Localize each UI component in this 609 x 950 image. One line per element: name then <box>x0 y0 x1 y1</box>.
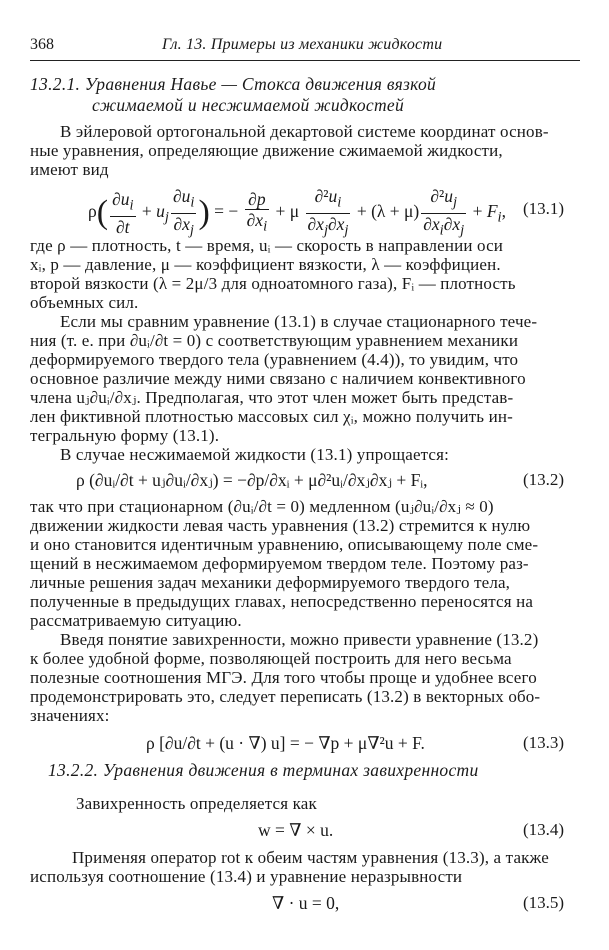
text-line: лен фиктивной плотностью массовых сил χᵢ, можно получить ин- <box>30 407 513 426</box>
equation-13-2: ρ (∂uᵢ/∂t + uⱼ∂uᵢ/∂xⱼ) = −∂p/∂xᵢ + μ∂²uᵢ/∂xⱼ∂xⱼ + Fᵢ, <box>76 470 428 490</box>
text-line: деформируемого твердого тела (уравнением (4.4)), то увидим, что <box>30 350 519 369</box>
equation-13-5: ∇ · u = 0, <box>272 893 340 913</box>
running-header <box>30 36 578 58</box>
header-rule <box>30 60 580 61</box>
text-line: где ρ — плотность, t — время, uᵢ — скорость в направлении оси <box>30 236 504 255</box>
equation-number: (13.3) <box>523 733 565 752</box>
section-heading-13-2-1 <box>30 74 436 116</box>
text-line: второй вязкости (λ = 2μ/3 для одноатомного газа), Fᵢ — плотность <box>30 274 516 293</box>
section-heading-13-2-2: 13.2.2. Уравнения движения в терминах завихренности <box>48 760 479 780</box>
equation-13-3: ρ [∂u/∂t + (u · ∇) u] = − ∇p + μ∇²u + F. <box>146 733 425 753</box>
text-line: личные решения задач механики деформируемого твердого тела, <box>30 573 511 592</box>
text-line: ния (т. е. при ∂uᵢ/∂t = 0) с соответствующим уравнением механики <box>30 331 519 350</box>
equation-13-4: w = ∇ × u. <box>258 820 334 840</box>
text-line: используя соотношение (13.4) и уравнение неразрывности <box>30 867 463 886</box>
text-line: движении жидкости левая часть уравнения (13.2) стремится к нулю <box>30 516 531 535</box>
text-line: щений в несжимаемом деформируемом твердом теле. Поэтому раз- <box>30 554 529 573</box>
section-title-line: 13.2.1. Уравнения Навье — Стокса движения вязкой <box>30 74 437 94</box>
text-line: В случае несжимаемой жидкости (13.1) упрощается: <box>60 445 449 464</box>
text-line: В эйлеровой ортогональной декартовой системе координат основ- <box>60 122 549 141</box>
text-line: имеют вид <box>30 160 109 179</box>
text-line: Введя понятие завихренности, можно привести уравнение (13.2) <box>60 630 539 649</box>
text-line: к более удобной форме, позволяющей построить для него весьма <box>30 649 512 668</box>
text-line: тегральную форму (13.1). <box>30 426 220 445</box>
text-line: xᵢ, p — давление, μ — коэффициент вязкости, λ — коэффициен. <box>30 255 501 274</box>
text-line: ные уравнения, определяющие движение сжимаемой жидкости, <box>30 141 503 160</box>
text-line: продемонстрировать это, следует переписать (13.2) в векторных обо- <box>30 687 541 706</box>
text-line: объемных сил. <box>30 293 139 312</box>
text-line: Применяя оператор rot к обеим частям уравнения (13.3), а также <box>72 848 549 867</box>
section-title-line: сжимаемой и несжимаемой жидкостей <box>92 95 405 115</box>
equation-number: (13.4) <box>523 820 565 839</box>
text-line: значениях: <box>30 706 110 725</box>
text-line: члена uⱼ∂uᵢ/∂xⱼ. Предполагая, что этот член может быть представ- <box>30 388 514 407</box>
page-number: 368 <box>30 36 54 53</box>
equation-number: (13.1) <box>523 199 565 218</box>
text-line: полученные в предыдущих главах, непосредственно переносятся на <box>30 592 534 611</box>
equation-number: (13.5) <box>523 893 565 912</box>
text-line: Если мы сравним уравнение (13.1) в случае стационарного тече- <box>60 312 538 331</box>
equation-number: (13.2) <box>523 470 565 489</box>
text-line: так что при стационарном (∂uᵢ/∂t = 0) медленном (uⱼ∂uᵢ/∂xⱼ ≈ 0) <box>30 497 494 516</box>
text-line: Завихренность определяется как <box>76 794 317 813</box>
running-title: Гл. 13. Примеры из механики жидкости <box>162 36 443 53</box>
equation-13-1: ρ( $\frac{\partial u_i}{\partial t}$ + $u_j$ $\frac{\partial u_i}{\partial x_j}$ ) = − $\frac{\partial p}{\partial x_i}$ + μ $\frac{\partial^2u_i}{\partial x_j\partial x_j}$ + (λ + μ) $\frac{\partial^2u_j}{\partial x_i\partial x_j}$ + $F_i$, <box>88 186 506 238</box>
text-line: и оно становится идентичным уравнению, описывающему поле сме- <box>30 535 539 554</box>
text-line: основное различие между ними связано с наличием конвективного <box>30 369 526 388</box>
text-line: рассматриваемую ситуацию. <box>30 611 242 630</box>
text-line: полезные соотношения МГЭ. Для того чтобы проще и удобнее всего <box>30 668 537 687</box>
